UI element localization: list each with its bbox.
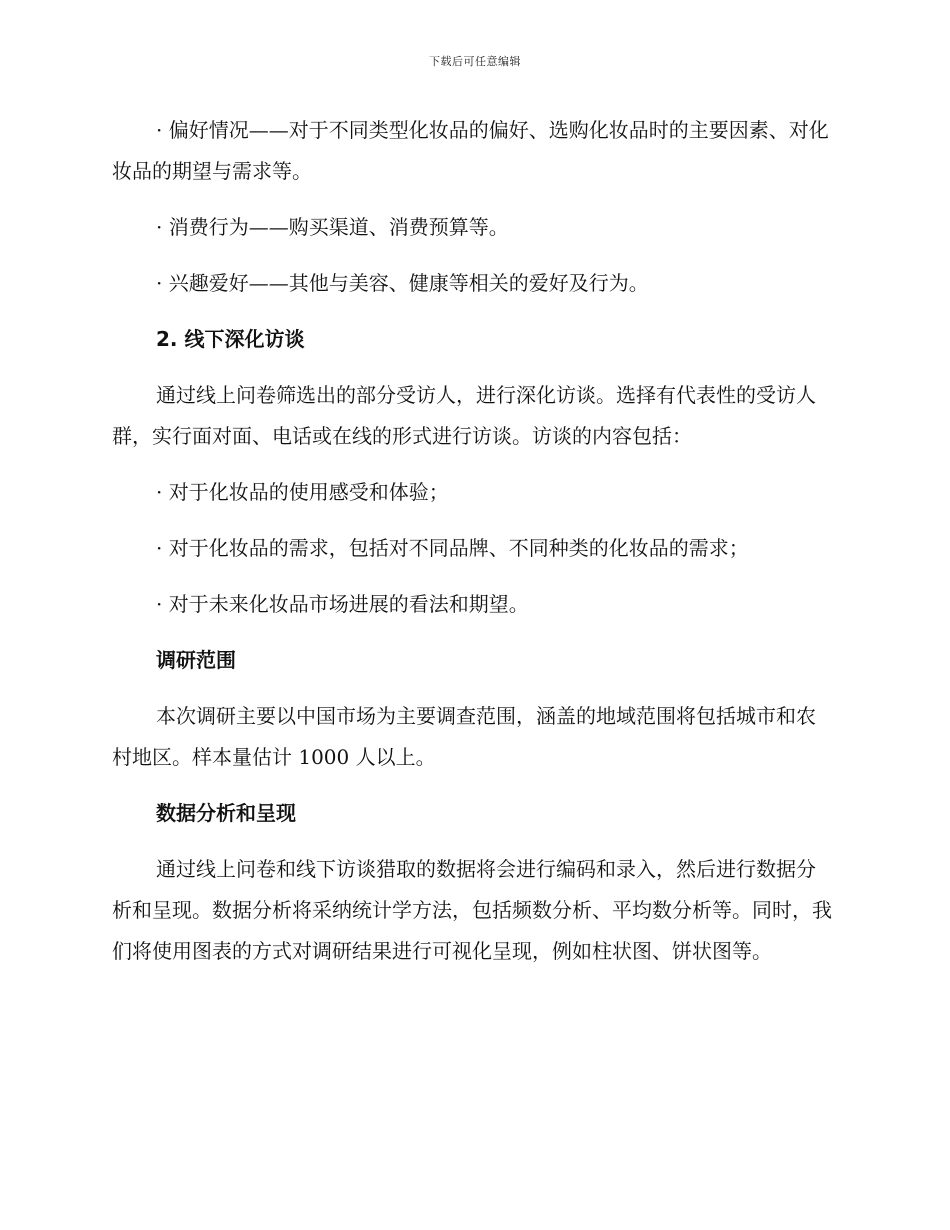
paragraph-scope: 本次调研主要以中国市场为主要调查范围，涵盖的地域范围将包括城市和农村地区。样本量估计 1000 人以上。 (112, 704, 816, 769)
heading-research-scope: 调研范围 (156, 648, 236, 672)
bullet-consumption: · 消费行为——购买渠道、消费预算等。 (156, 215, 509, 239)
bullet-preferences: · 偏好情况——对于不同类型化妆品的偏好、选购化妆品时的主要因素、对化妆品的期望与需求等。 (112, 118, 829, 183)
paragraph-interview: 通过线上问卷筛选出的部分受访人，进行深化访谈。选择有代表性的受访人群，实行面对面、电话或在线的形式进行访谈。访谈的内容包括： (112, 383, 816, 448)
bullet-market-outlook: · 对于未来化妆品市场进展的看法和期望。 (156, 592, 529, 616)
heading-data-analysis: 数据分析和呈现 (156, 801, 296, 825)
page-header: 下载后可任意编辑 (429, 55, 521, 68)
bullet-hobbies: · 兴趣爱好——其他与美容、健康等相关的爱好及行为。 (156, 271, 649, 295)
paragraph-analysis: 通过线上问卷和线下访谈猎取的数据将会进行编码和录入，然后进行数据分析和呈现。数据分析将采纳统计学方法，包括频数分析、平均数分析等。同时，我们将使用图表的方式对调研结果进行可视化呈现，例如柱状图、饼状图等。 (112, 857, 832, 963)
heading-offline-interview: 2. 线下深化访谈 (156, 327, 305, 351)
bullet-experience: · 对于化妆品的使用感受和体验； (156, 480, 449, 504)
bullet-needs: · 对于化妆品的需求，包括对不同品牌、不同种类的化妆品的需求； (156, 536, 749, 560)
page-content (112, 110, 832, 972)
